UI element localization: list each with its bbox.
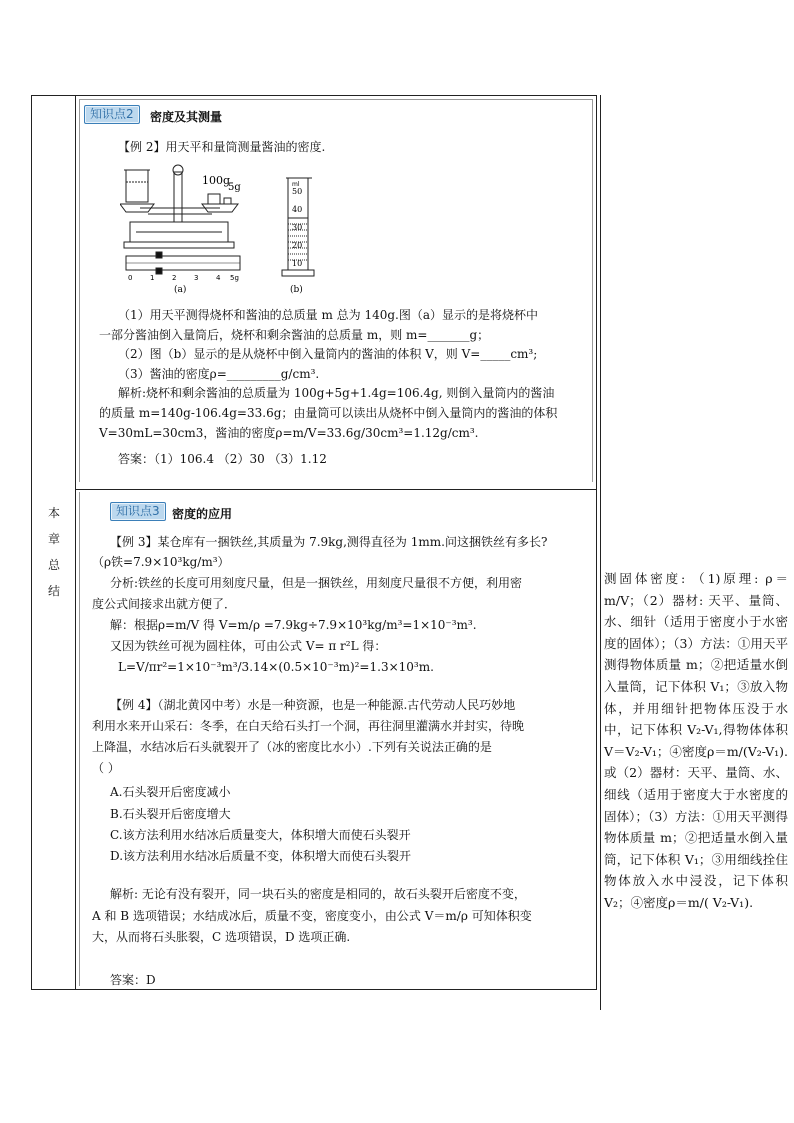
badge-label: 知识点2: [90, 107, 134, 121]
ruler-tick-label: 0: [128, 274, 133, 282]
chapter-label-char: 章: [47, 532, 60, 546]
example4-solution-line: 解析: 无论有没有裂开，同一块石头的密度是相同的，故石头裂开后密度不变，: [110, 887, 526, 901]
ruler-tick-label: 5g: [230, 274, 239, 282]
weight-100g-icon: [208, 194, 220, 204]
table-left-border: [31, 95, 32, 990]
section-divider: [75, 489, 596, 490]
example4-solution-line: A 和 B 选项错误；水结成冰后，质量不变，密度变小，由公式 V＝m/ρ 可知体积变: [92, 909, 532, 923]
chapter-label-char: 本: [47, 506, 60, 520]
example2-answer: 答案：（1）106.4 （2）30 （3）1.12: [118, 452, 327, 466]
example2-title: 【例 2】用天平和量筒测量酱油的密度.: [118, 140, 326, 154]
knowledge-point-badge-2: [84, 105, 140, 124]
example4-line: 利用水来开山采石：冬季，在白天给石头打一个洞，再往洞里灌满水并封实，待晚: [92, 719, 525, 733]
example2-line: 一部分酱油倒入量筒后，烧杯和剩余酱油的总质量 m，则 m=_______g；: [99, 328, 490, 342]
example3-line: 又因为铁丝可视为圆柱体，可由公式 V= π r²L 得：: [110, 639, 387, 653]
example2-line: （2）图（b）显示的是从烧杯中倒入量筒内的酱油的体积 V，则 V=_____cm³;: [118, 347, 538, 361]
weight-5g-icon: [224, 198, 231, 204]
sidebar-note: 测固体密度: （1)原理: ρ＝m/V；（2）器材: 天平、量筒、水、细针（适用于密度小于水密度的固体）；（3）方法：①用天平测得物体质量 m；②把适量水倒入量筒，记下体积 V₁；③放入物体，并用细针把物体压没于水中，记下体积 V₂-V₁,得物体体积 V＝V₂-V₁；④密度ρ＝m/(V₂-V₁).或（2）器材：天平、量筒、水、细线（适用于密度大于水密度的固体）；（3）方法：①用天平测得物体质量 m；②把适量水倒入量筒，记下体积 V₁；③用细线拴住物体放入水中浸没，记下体积 V₂；④密度ρ＝m/( V₂-V₁).: [604, 571, 788, 910]
beaker-icon: [126, 170, 148, 202]
example3-line: 度公式间接求出就方便了．: [92, 597, 237, 611]
example2-solution-line: 解析:烧杯和剩余酱油的总质量为 100g+5g+1.4g=106.4g, 则倒入量筒内的酱油: [118, 386, 555, 400]
example3-line: 解：根据ρ=m/V 得 V=m/ρ =7.9kg÷7.9×10³kg/m³=1×10⁻³m³.: [110, 618, 477, 632]
example4-answer: 答案：D: [110, 973, 156, 987]
figure-caption-b: (b): [290, 285, 303, 295]
ruler-tick-label: 2: [172, 274, 177, 282]
section2-title: 密度及其测量: [150, 110, 223, 124]
example4-option-a: A.石头裂开后密度减小: [110, 785, 231, 799]
cylinder-tick-label: 50: [292, 187, 303, 196]
section3-box-left: [79, 492, 80, 986]
balance-and-cylinder-figure: [120, 160, 340, 295]
cylinder-tick-label: 10: [292, 259, 303, 268]
badge-label: 知识点3: [116, 504, 160, 518]
chapter-label-char: 结: [47, 584, 60, 598]
section3-title: 密度的应用: [172, 507, 233, 521]
example2-solution-line: V=30mL=30cm3，酱油的密度ρ=m/V=33.6g/30cm³=1.12g/cm³.: [99, 426, 479, 440]
cylinder-unit-label: ml: [292, 181, 300, 188]
cylinder-tick-label: 30: [292, 223, 303, 232]
table-bottom-border: [31, 989, 596, 990]
section2-box-top: [79, 99, 593, 100]
example3-line: （ρ铁=7.9×10³kg/m³）: [92, 555, 230, 569]
example2-line: （1）用天平测得烧杯和酱油的总质量 m 总为 140g.图（a）显示的是将烧杯中: [118, 308, 539, 322]
example3-line: L=V/πr²=1×10⁻³m³/3.14×(0.5×10⁻³m)²=1.3×10³m.: [118, 660, 434, 674]
sidebar-border: [600, 95, 601, 1010]
example4-option-d: D.该方法利用水结冰后质量不变，体积增大而使石头裂开: [110, 849, 412, 863]
section2-box-right: [592, 99, 593, 482]
ruler-tick-label: 3: [194, 274, 199, 282]
ruler-tick-label: 4: [216, 274, 221, 282]
example4-option-b: B.石头裂开后密度增大: [110, 807, 231, 821]
table-top-border: [31, 95, 596, 96]
example2-line: （3）酱油的密度ρ=_________g/cm³.: [118, 367, 320, 381]
example4-line: 【例 4】（湖北黄冈中考）水是一种资源，也是一种能源.古代劳动人民巧妙地: [110, 698, 516, 712]
example3-line: 【例 3】某仓库有一捆铁丝,其质量为 7.9kg,测得直径为 1mm.问这捆铁丝有多长?: [110, 535, 548, 549]
table-right-border: [596, 95, 597, 990]
cylinder-tick-label: 40: [292, 205, 303, 214]
ruler-tick-label: 1: [150, 274, 155, 282]
chapter-summary-label: [44, 500, 64, 604]
example4-blank: （ ）: [92, 761, 120, 775]
example4-option-c: C.该方法利用水结冰后质量变大，体积增大而使石头裂开: [110, 828, 411, 842]
weight-5g-label: 5g: [228, 182, 241, 193]
figure-caption-a: (a): [174, 285, 187, 295]
section2-box-left: [79, 99, 80, 482]
knowledge-point-badge-3: [110, 502, 166, 521]
example4-line: 上降温，水结冰后石头就裂开了（冰的密度比水小）.下列有关说法正确的是: [92, 740, 492, 754]
chapter-label-char: 总: [47, 558, 60, 572]
example2-solution-line: 的质量 m=140g-106.4g=33.6g；由量筒可以读出从烧杯中倒入量筒内的酱油的体积: [99, 406, 558, 420]
example3-line: 分析:铁丝的长度可用刻度尺量，但是一捆铁丝，用刻度尺量很不方便，利用密: [110, 576, 523, 590]
table-column-divider: [75, 95, 76, 990]
example4-solution-line: 大，从而将石头胀裂，C 选项错误，D 选项正确.: [92, 930, 351, 944]
cylinder-tick-label: 20: [292, 241, 303, 250]
weight-100g-label: 100g: [202, 174, 231, 187]
